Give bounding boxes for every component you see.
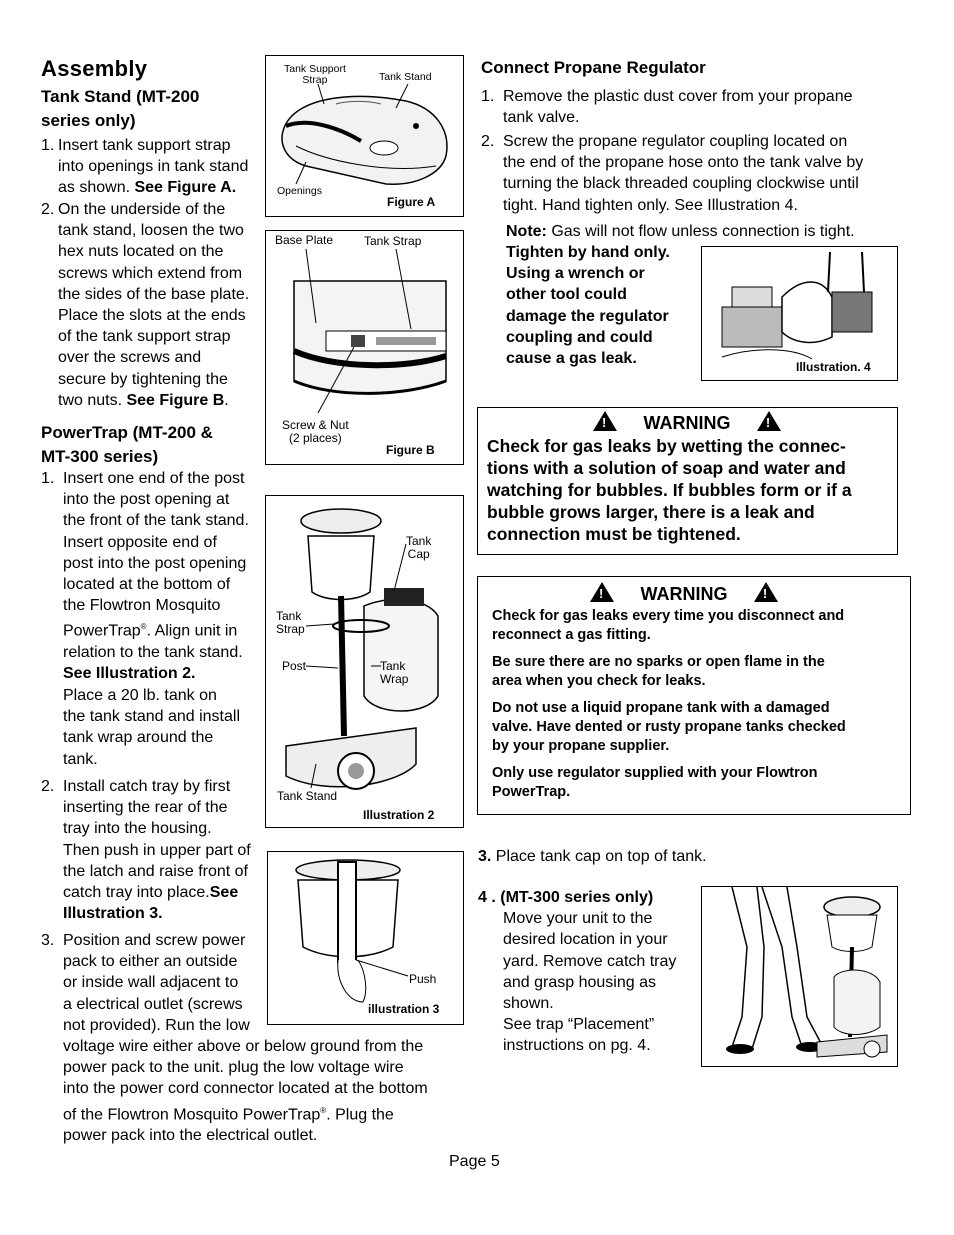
step-number: 1. <box>481 88 495 105</box>
warning-2-para <box>492 699 846 756</box>
warning-2-para <box>492 607 846 645</box>
text-line: a electrical outlet (screws <box>63 995 243 1013</box>
warning-box-2 <box>477 576 911 815</box>
text-line: Move your unit to the <box>503 910 653 928</box>
person-carrying-trap-drawing <box>702 887 897 1066</box>
warning-triangle-icon <box>757 411 781 431</box>
text-line: Place the slots at the ends <box>58 307 246 325</box>
text-line: Place tank cap on top of tank. <box>491 848 707 865</box>
step-4-move-unit <box>478 887 698 1057</box>
text-line: the tank stand and install <box>63 708 241 726</box>
warning-2-para <box>492 764 846 802</box>
text-line: Using a wrench or <box>506 265 645 283</box>
warning-box-1 <box>477 407 898 555</box>
registered-mark: ® <box>140 622 147 632</box>
text-line: On the underside of the <box>58 201 226 218</box>
text-line: as shown. <box>58 179 135 197</box>
text-line: . Plug the <box>326 1105 394 1123</box>
text-line: See trap “Placement” <box>503 1016 655 1034</box>
figure-label: Strap <box>302 74 328 86</box>
text-line: post into the post opening <box>63 554 247 572</box>
figure-label: (2 places) <box>289 431 342 445</box>
catch-tray-drawing <box>268 852 463 1024</box>
warning-triangle-icon <box>593 411 617 431</box>
text-line: the front of the tank stand. <box>63 512 249 530</box>
powertrap-step-2 <box>41 776 271 924</box>
text-line: Remove the plastic dust cover from your propane <box>503 88 853 105</box>
text-line: valve. Have dented or rusty propane tanks checked <box>492 719 846 735</box>
registered-mark: ® <box>320 1105 327 1115</box>
text-line: Place a 20 lb. tank on <box>63 687 217 704</box>
connect-step-1 <box>481 86 901 128</box>
note-text: Gas will not flow unless connection is tight. <box>546 223 855 240</box>
text-line: of the Flowtron Mosquito PowerTrap <box>63 1105 321 1123</box>
see-ref: See <box>209 884 239 902</box>
tank-stand-heading-line-2: series only) <box>41 111 136 130</box>
text-line: yard. Remove catch tray <box>503 952 677 970</box>
text-line: tight. Hand tighten only. See Illustration 4. <box>503 196 798 214</box>
text-line: . Align unit in <box>146 622 238 640</box>
text-line: Install catch tray by first <box>63 778 231 795</box>
text-line: Be sure there are no sparks or open flame in the <box>492 654 825 670</box>
text-line: power pack into the electrical outlet. <box>63 1127 318 1145</box>
text-line: instructions on pg. 4. <box>503 1037 651 1055</box>
assembly-title: Assembly <box>41 56 148 81</box>
powertrap-heading-line-1: PowerTrap (MT-200 & <box>41 423 213 442</box>
text-line: coupling and could <box>506 328 653 346</box>
warning-1-text <box>487 435 852 545</box>
text-line: tank. <box>63 750 98 768</box>
figure-label: Tank Support <box>284 63 346 75</box>
text-line: hex nuts located on the <box>58 243 224 261</box>
text-line: area when you check for leaks. <box>492 673 706 689</box>
warning-1-title: WARNING <box>643 413 731 433</box>
text-line: PowerTrap. <box>492 784 571 800</box>
text-line: damage the regulator <box>506 307 669 325</box>
step-number: 3. <box>478 848 492 865</box>
text-line: the Flowtron Mosquito <box>63 597 221 615</box>
text-line: . <box>224 391 229 409</box>
text-line: Insert one end of the post <box>63 470 245 487</box>
text-line: reconnect a gas fitting. <box>492 627 651 643</box>
text-line: tank stand, loosen the two <box>58 222 244 240</box>
figure-label: Post <box>282 659 307 673</box>
figure-label: Strap <box>276 622 305 636</box>
illustration-4 <box>701 246 898 381</box>
text-line: tray into the housing. <box>63 820 212 838</box>
warning-2-para <box>492 653 846 691</box>
text-line: connection must be tightened. <box>487 524 741 544</box>
figure-label: Screw & Nut <box>282 418 349 432</box>
text-line: other tool could <box>506 286 627 304</box>
step-4-illustration <box>701 886 898 1067</box>
step-number: 3. <box>41 932 55 949</box>
text-line: tank wrap around the <box>63 729 214 747</box>
warning-triangle-icon <box>590 582 614 602</box>
figure-label: Openings <box>277 185 322 197</box>
text-line: the latch and raise front of <box>63 862 248 880</box>
figure-a <box>265 55 464 217</box>
text-line: the sides of the base plate. <box>58 285 250 303</box>
tank-stand-step-1 <box>41 135 271 199</box>
text-line: and grasp housing as <box>503 973 656 991</box>
figure-label: Base Plate <box>275 233 334 247</box>
figure-label: Tank <box>380 659 406 673</box>
powertrap-step-1b <box>63 685 273 770</box>
powertrap-heading-line-2: MT-300 series) <box>41 447 159 466</box>
connect-regulator-heading: Connect Propane Regulator <box>481 58 706 77</box>
illus2-tank-wrap-label <box>380 660 408 686</box>
powertrap-step-1 <box>41 468 271 684</box>
illustration-3 <box>267 851 464 1025</box>
text-line: over the screws and <box>58 349 202 367</box>
note-bold-warning <box>506 242 696 369</box>
text-line: PowerTrap <box>63 622 141 640</box>
warning-2-title: WARNING <box>640 584 728 604</box>
text-line: two nuts. <box>58 391 127 409</box>
text-line: power pack to the unit. plug the low voltage wire <box>63 1059 404 1077</box>
warning-2-text <box>492 607 846 802</box>
illustration-2-caption: Illustration 2 <box>363 808 435 822</box>
text-line: pack to either an outside <box>63 953 238 971</box>
step-number: 2. <box>481 133 495 150</box>
tank-stand-heading-line-1: Tank Stand (MT-200 <box>41 87 200 106</box>
warning-1-title-row <box>593 411 781 434</box>
text-line: relation to the tank stand. <box>63 643 243 661</box>
text-line: into openings in tank stand <box>58 158 249 176</box>
text-line: secure by tightening the <box>58 370 228 388</box>
step-number: 1. <box>41 137 55 154</box>
figure-a-caption: Figure A <box>387 195 436 209</box>
text-line: voltage wire either above or below ground from the <box>63 1038 424 1056</box>
text-line: tank valve. <box>503 109 580 127</box>
text-line: turning the black threaded coupling clockwise until <box>503 175 859 193</box>
text-line: inserting the rear of the <box>63 799 228 817</box>
text-line: Only use regulator supplied with your Flowtron <box>492 765 818 781</box>
illustration-3-caption: illustration 3 <box>368 1002 440 1016</box>
text-line: Then push in upper part of <box>63 841 251 859</box>
page-number: Page 5 <box>449 1153 500 1170</box>
see-illustration-3-ref: Illustration 3. <box>63 905 163 923</box>
text-line: Do not use a liquid propane tank with a damaged <box>492 700 830 716</box>
figure-label: Tank Stand <box>277 789 338 803</box>
step-4-heading: 4 . (MT-300 series only) <box>478 889 654 906</box>
figure-label: Push <box>409 972 437 986</box>
figure-label: Cap <box>407 547 430 561</box>
step-number: 2. <box>41 778 55 795</box>
text-line: into the post opening at <box>63 491 230 509</box>
step-number: 1. <box>41 470 55 487</box>
text-line: by your propane supplier. <box>492 738 670 754</box>
illus2-tank-strap-label <box>276 610 305 636</box>
tank-stand-step-2 <box>41 199 271 411</box>
text-line: Screw the propane regulator coupling located on <box>503 133 848 150</box>
figure-label: Wrap <box>380 672 409 686</box>
tank-stand-heading <box>41 85 199 133</box>
figure-b-label-group <box>282 419 349 445</box>
warning-triangle-icon <box>754 582 778 602</box>
text-line: Tighten by hand only. <box>506 244 670 261</box>
text-line: shown. <box>503 995 554 1013</box>
figure-b <box>265 230 464 465</box>
text-line: Position and screw power <box>63 932 246 949</box>
text-line: Check for gas leaks every time you disconnect and <box>492 608 845 624</box>
see-illustration-2-ref: See Illustration 2. <box>63 665 196 683</box>
text-line: tions with a solution of soap and water and <box>487 458 846 478</box>
note-label: Note: <box>506 223 547 240</box>
figure-label: Tank <box>276 609 302 623</box>
text-line: bubble grows larger, there is a leak and <box>487 502 815 522</box>
figure-label: Tank Strap <box>364 234 422 248</box>
illustration-4-caption: Illustration. 4 <box>796 360 871 374</box>
text-line: screws which extend from <box>58 264 243 282</box>
step-3-tank-cap <box>478 846 707 867</box>
text-line: Check for gas leaks by wetting the connec- <box>487 436 846 456</box>
see-figure-a-ref: See Figure A. <box>134 179 237 197</box>
illustration-2 <box>265 495 464 828</box>
text-line: cause a gas leak. <box>506 350 637 368</box>
text-line: of the tank support strap <box>58 328 231 346</box>
text-line: desired location in your <box>503 931 668 949</box>
see-figure-b-ref: See Figure B <box>126 391 225 409</box>
powertrap-heading <box>41 421 213 469</box>
text-line: not provided). Run the low <box>63 1016 250 1034</box>
text-line: into the power cord connector located at the bottom <box>63 1080 428 1098</box>
warning-2-title-row <box>590 582 778 605</box>
step-number: 2. <box>41 201 55 218</box>
text-line: or inside wall adjacent to <box>63 974 239 992</box>
figure-b-caption: Figure B <box>386 443 435 457</box>
figure-label: Tank Stand <box>379 71 432 83</box>
note-line <box>506 221 906 242</box>
text-line: Insert tank support strap <box>58 137 231 154</box>
illus2-tank-cap-label <box>406 535 431 561</box>
text-line: the end of the propane hose onto the tank valve by <box>503 154 864 172</box>
text-line: catch tray into place. <box>63 884 210 902</box>
figure-a-label-group <box>284 64 346 86</box>
connect-step-2 <box>481 131 901 216</box>
text-line: watching for bubbles. If bubbles form or if a <box>487 480 852 500</box>
text-line: located at the bottom of <box>63 576 231 594</box>
text-line: Insert opposite end of <box>63 533 217 551</box>
figure-label: Tank <box>406 534 432 548</box>
